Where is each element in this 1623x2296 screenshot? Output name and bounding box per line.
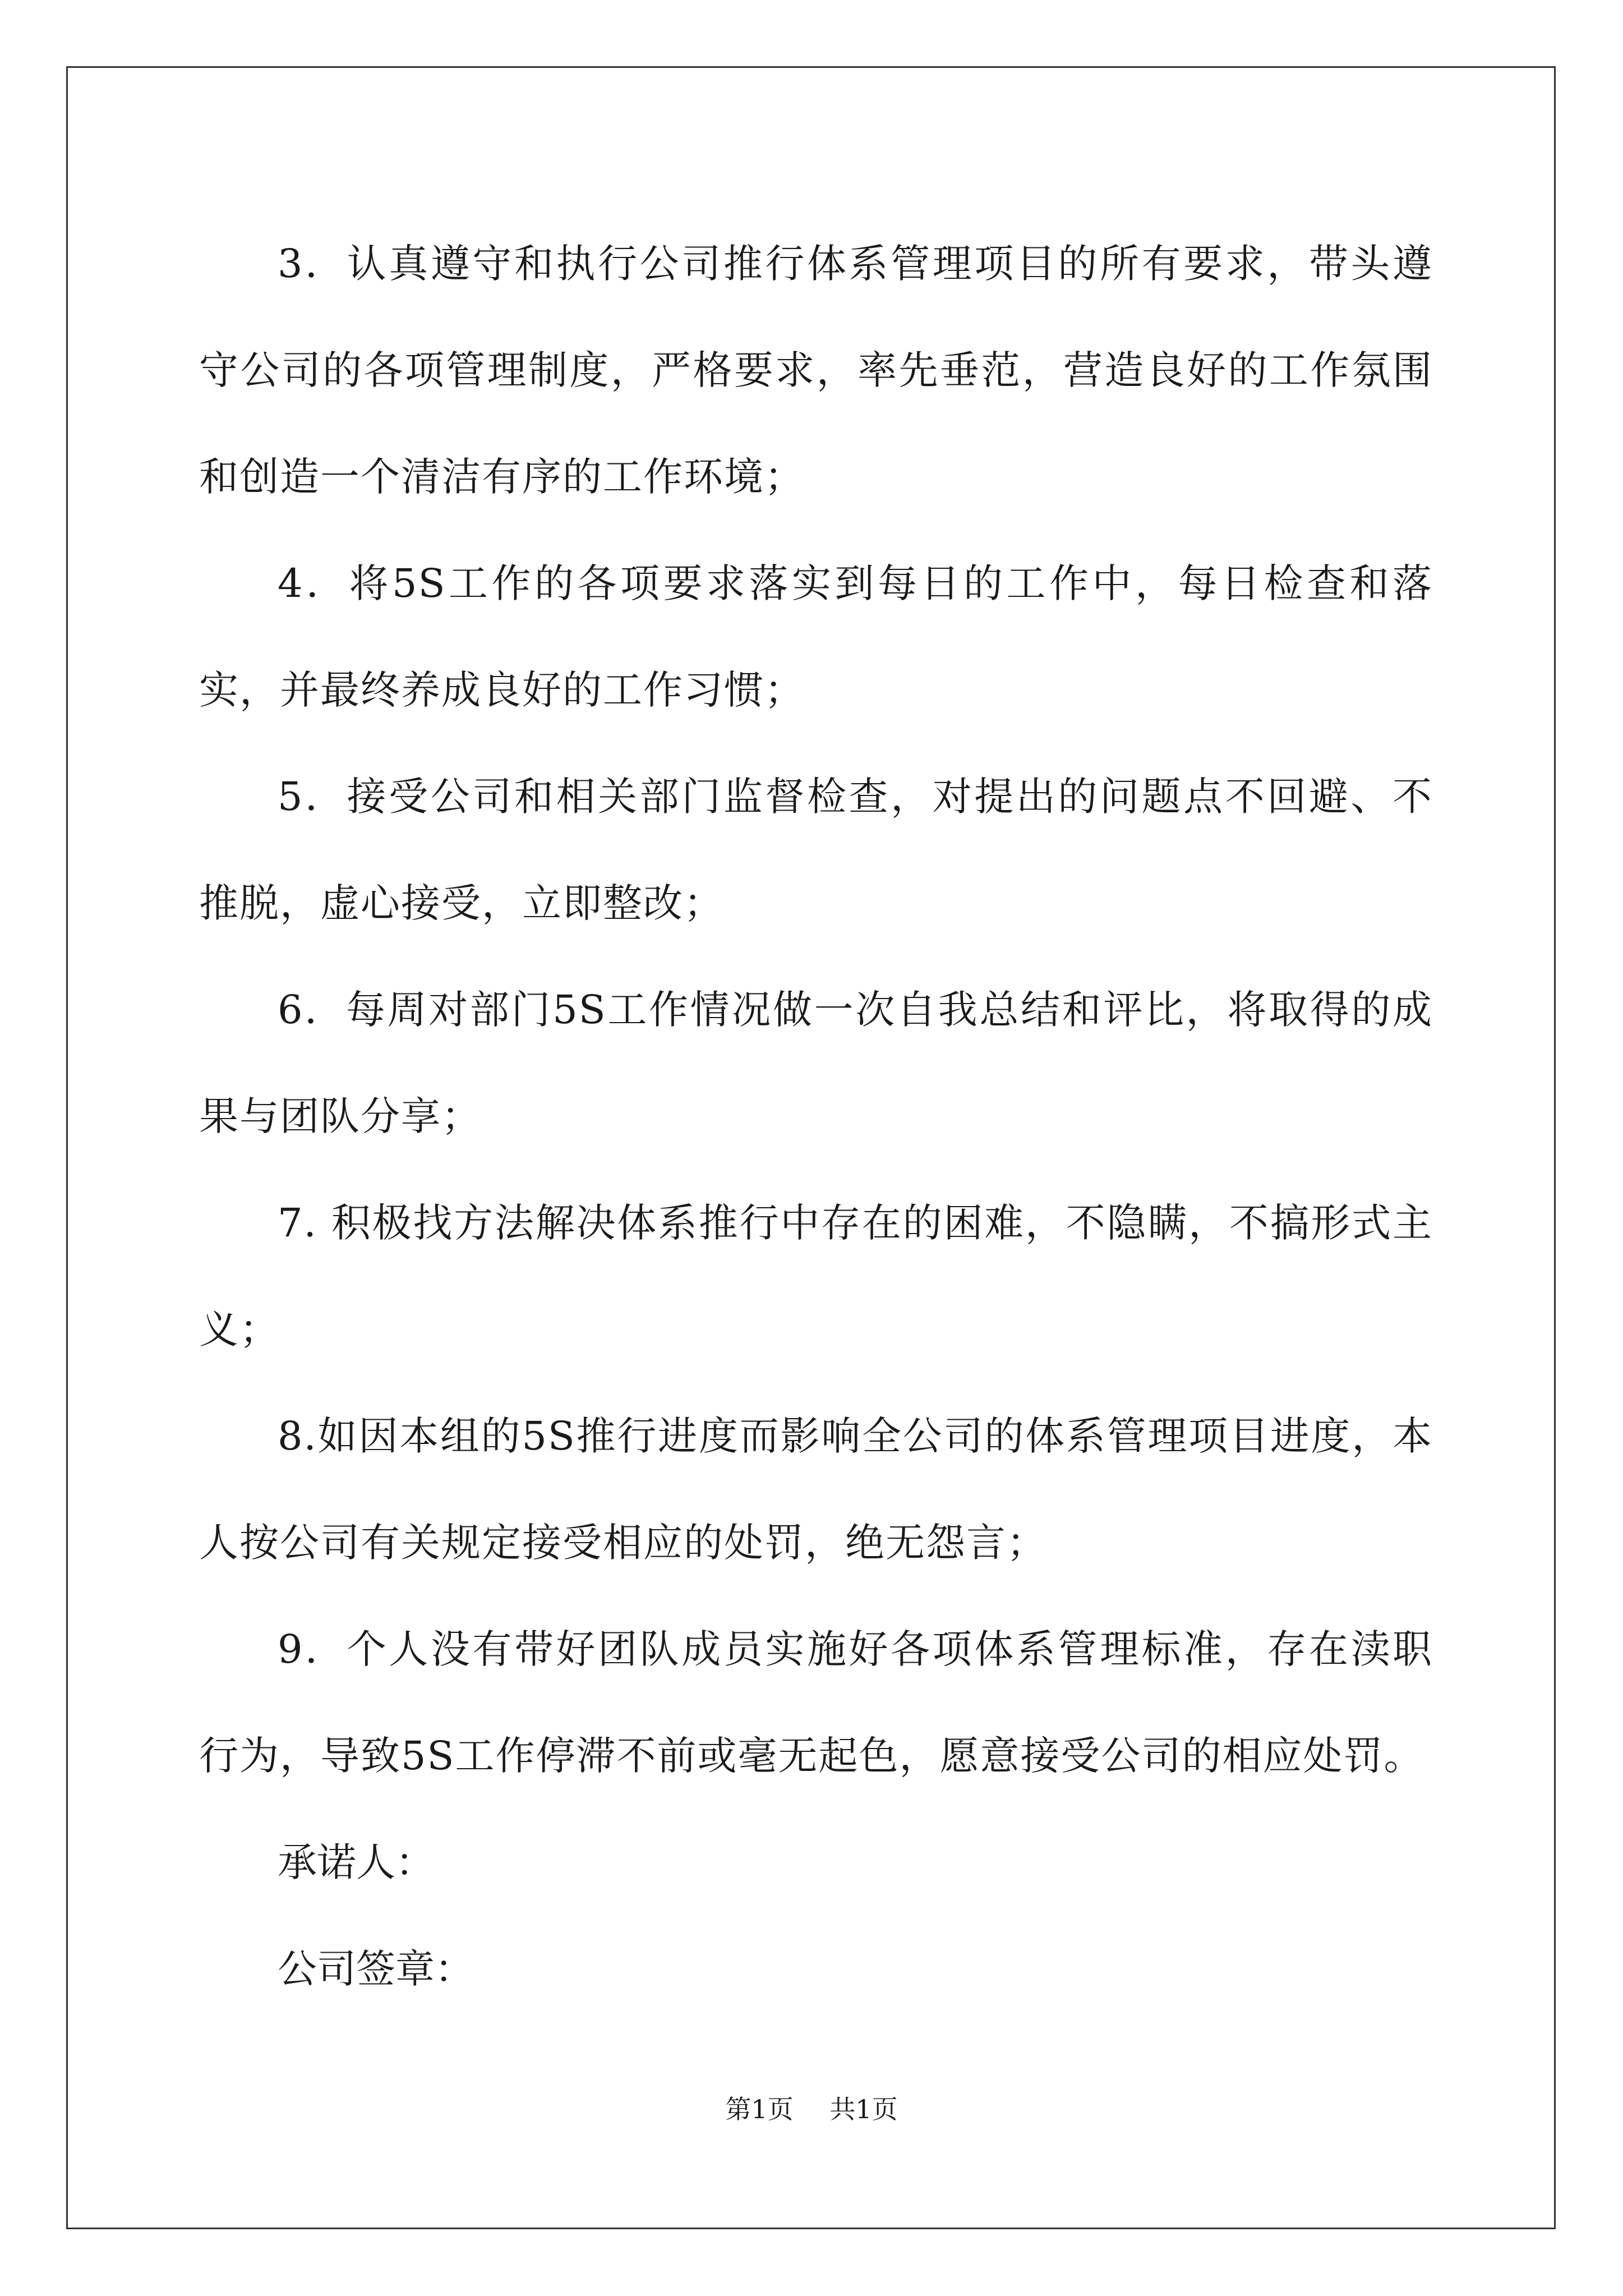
company-seal-label: 公司签章： [278, 1946, 474, 1992]
paragraph-6: 6．每周对部门5S工作情况做一次自我总结和评比，将取得的成果与团队分享； [199, 987, 1433, 1139]
paragraph-4: 4．将5S工作的各项要求落实到每日的工作中，每日检查和落实，并最终养成良好的工作习惯； [199, 560, 1433, 713]
promisor-label: 承诺人： [278, 1839, 435, 1885]
paragraph-9: 9．个人没有带好团队成员实施好各项体系管理标准，存在渎职行为，导致5S工作停滞不前或毫无起色，愿意接受公司的相应处罚。 [199, 1626, 1433, 1779]
page-footer [0, 2092, 1623, 2126]
total-pages: 共1页 [829, 2094, 898, 2124]
paragraph-5: 5．接受公司和相关部门监督检查，对提出的问题点不回避、不推脱，虚心接受，立即整改； [199, 774, 1433, 926]
paragraph-3: 3．认真遵守和执行公司推行体系管理项目的所有要求，带头遵守公司的各项管理制度，严格要求，率先垂范，营造良好的工作氛围和创造一个清洁有序的工作环境； [199, 241, 1433, 500]
document-body [199, 210, 1433, 2022]
paragraph-8: 8.如因本组的5S推行进度而影响全公司的体系管理项目进度，本人按公司有关规定接受相应的处罚，绝无怨言； [199, 1413, 1433, 1566]
page-number: 第1页 [725, 2094, 794, 2124]
paragraph-7: 7. 积极找方法解决体系推行中存在的困难，不隐瞒，不搞形式主义； [199, 1200, 1433, 1352]
